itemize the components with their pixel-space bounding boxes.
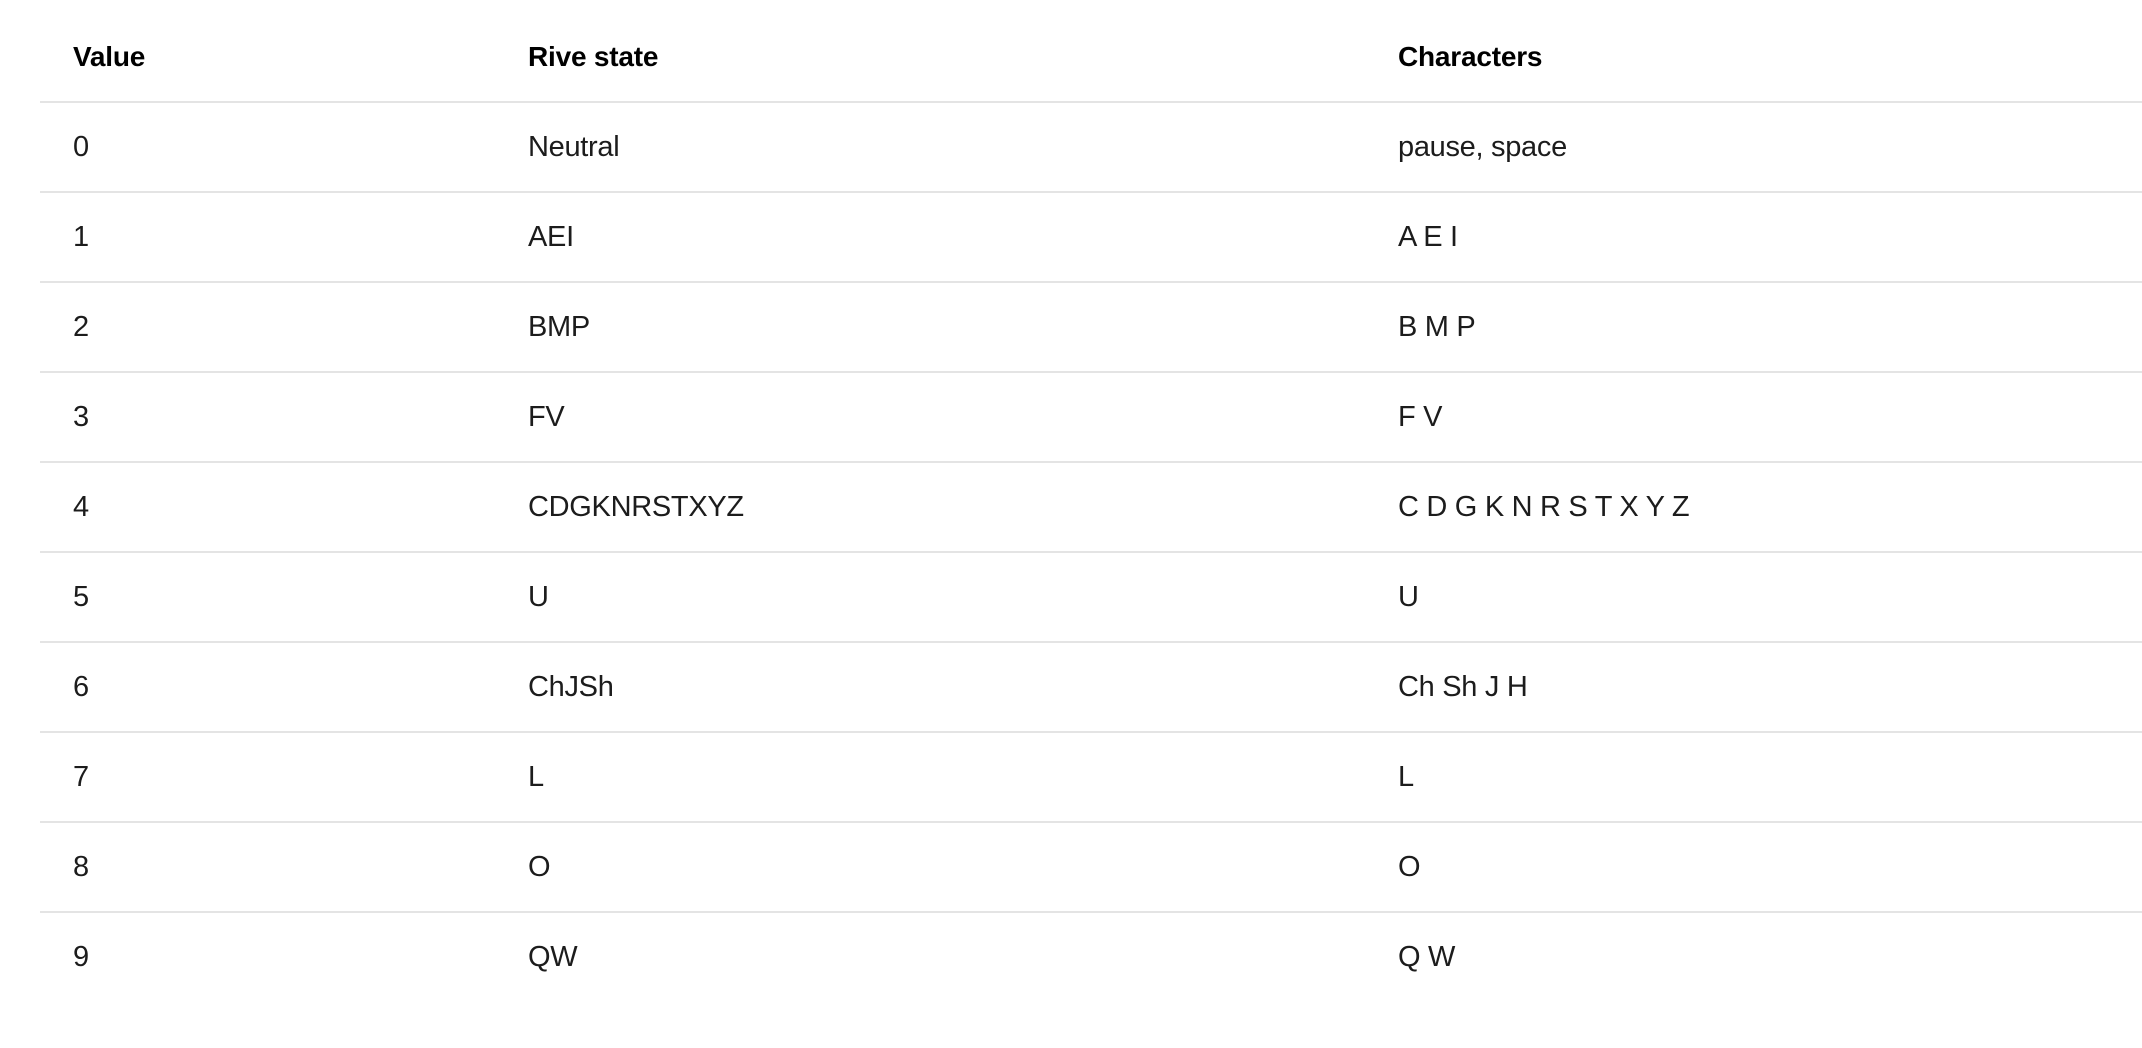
cell-characters: Ch Sh J H bbox=[1398, 670, 1528, 703]
cell-characters: B M P bbox=[1398, 310, 1476, 343]
table-row bbox=[40, 281, 2142, 371]
cell-characters: L bbox=[1398, 760, 1414, 793]
cell-characters: C D G K N R S T X Y Z bbox=[1398, 490, 1690, 523]
rive-state-table bbox=[40, 12, 2142, 1001]
table-row bbox=[40, 821, 2142, 911]
cell-value: 6 bbox=[73, 670, 89, 703]
table-header-row bbox=[40, 12, 2142, 101]
cell-value: 0 bbox=[73, 130, 89, 163]
table-row bbox=[40, 551, 2142, 641]
cell-rive-state: O bbox=[528, 850, 551, 883]
cell-value: 7 bbox=[73, 760, 89, 793]
cell-characters: F V bbox=[1398, 400, 1443, 433]
page bbox=[0, 12, 2142, 1001]
column-header-rive-state: Rive state bbox=[528, 40, 659, 72]
table-row bbox=[40, 641, 2142, 731]
cell-characters: A E I bbox=[1398, 220, 1458, 253]
cell-characters: U bbox=[1398, 580, 1419, 613]
cell-characters: pause, space bbox=[1398, 130, 1567, 163]
cell-value: 4 bbox=[73, 490, 89, 523]
cell-rive-state: AEI bbox=[528, 220, 574, 253]
table-row bbox=[40, 461, 2142, 551]
cell-value: 3 bbox=[73, 400, 89, 433]
cell-value: 9 bbox=[73, 940, 89, 973]
cell-characters: Q W bbox=[1398, 940, 1456, 973]
cell-value: 8 bbox=[73, 850, 89, 883]
table-row bbox=[40, 731, 2142, 821]
cell-rive-state: U bbox=[528, 580, 549, 613]
cell-rive-state: CDGKNRSTXYZ bbox=[528, 490, 744, 523]
table-row bbox=[40, 191, 2142, 281]
cell-rive-state: BMP bbox=[528, 310, 590, 343]
table-row bbox=[40, 911, 2142, 1001]
cell-rive-state: ChJSh bbox=[528, 670, 614, 703]
cell-rive-state: QW bbox=[528, 940, 578, 973]
cell-characters: O bbox=[1398, 850, 1421, 883]
cell-value: 2 bbox=[73, 310, 89, 343]
column-header-characters: Characters bbox=[1398, 40, 1543, 72]
cell-value: 1 bbox=[73, 220, 89, 253]
table-row bbox=[40, 371, 2142, 461]
table-row bbox=[40, 101, 2142, 191]
cell-rive-state: Neutral bbox=[528, 130, 620, 163]
cell-rive-state: FV bbox=[528, 400, 565, 433]
cell-rive-state: L bbox=[528, 760, 544, 793]
column-header-value: Value bbox=[73, 40, 146, 72]
cell-value: 5 bbox=[73, 580, 89, 613]
